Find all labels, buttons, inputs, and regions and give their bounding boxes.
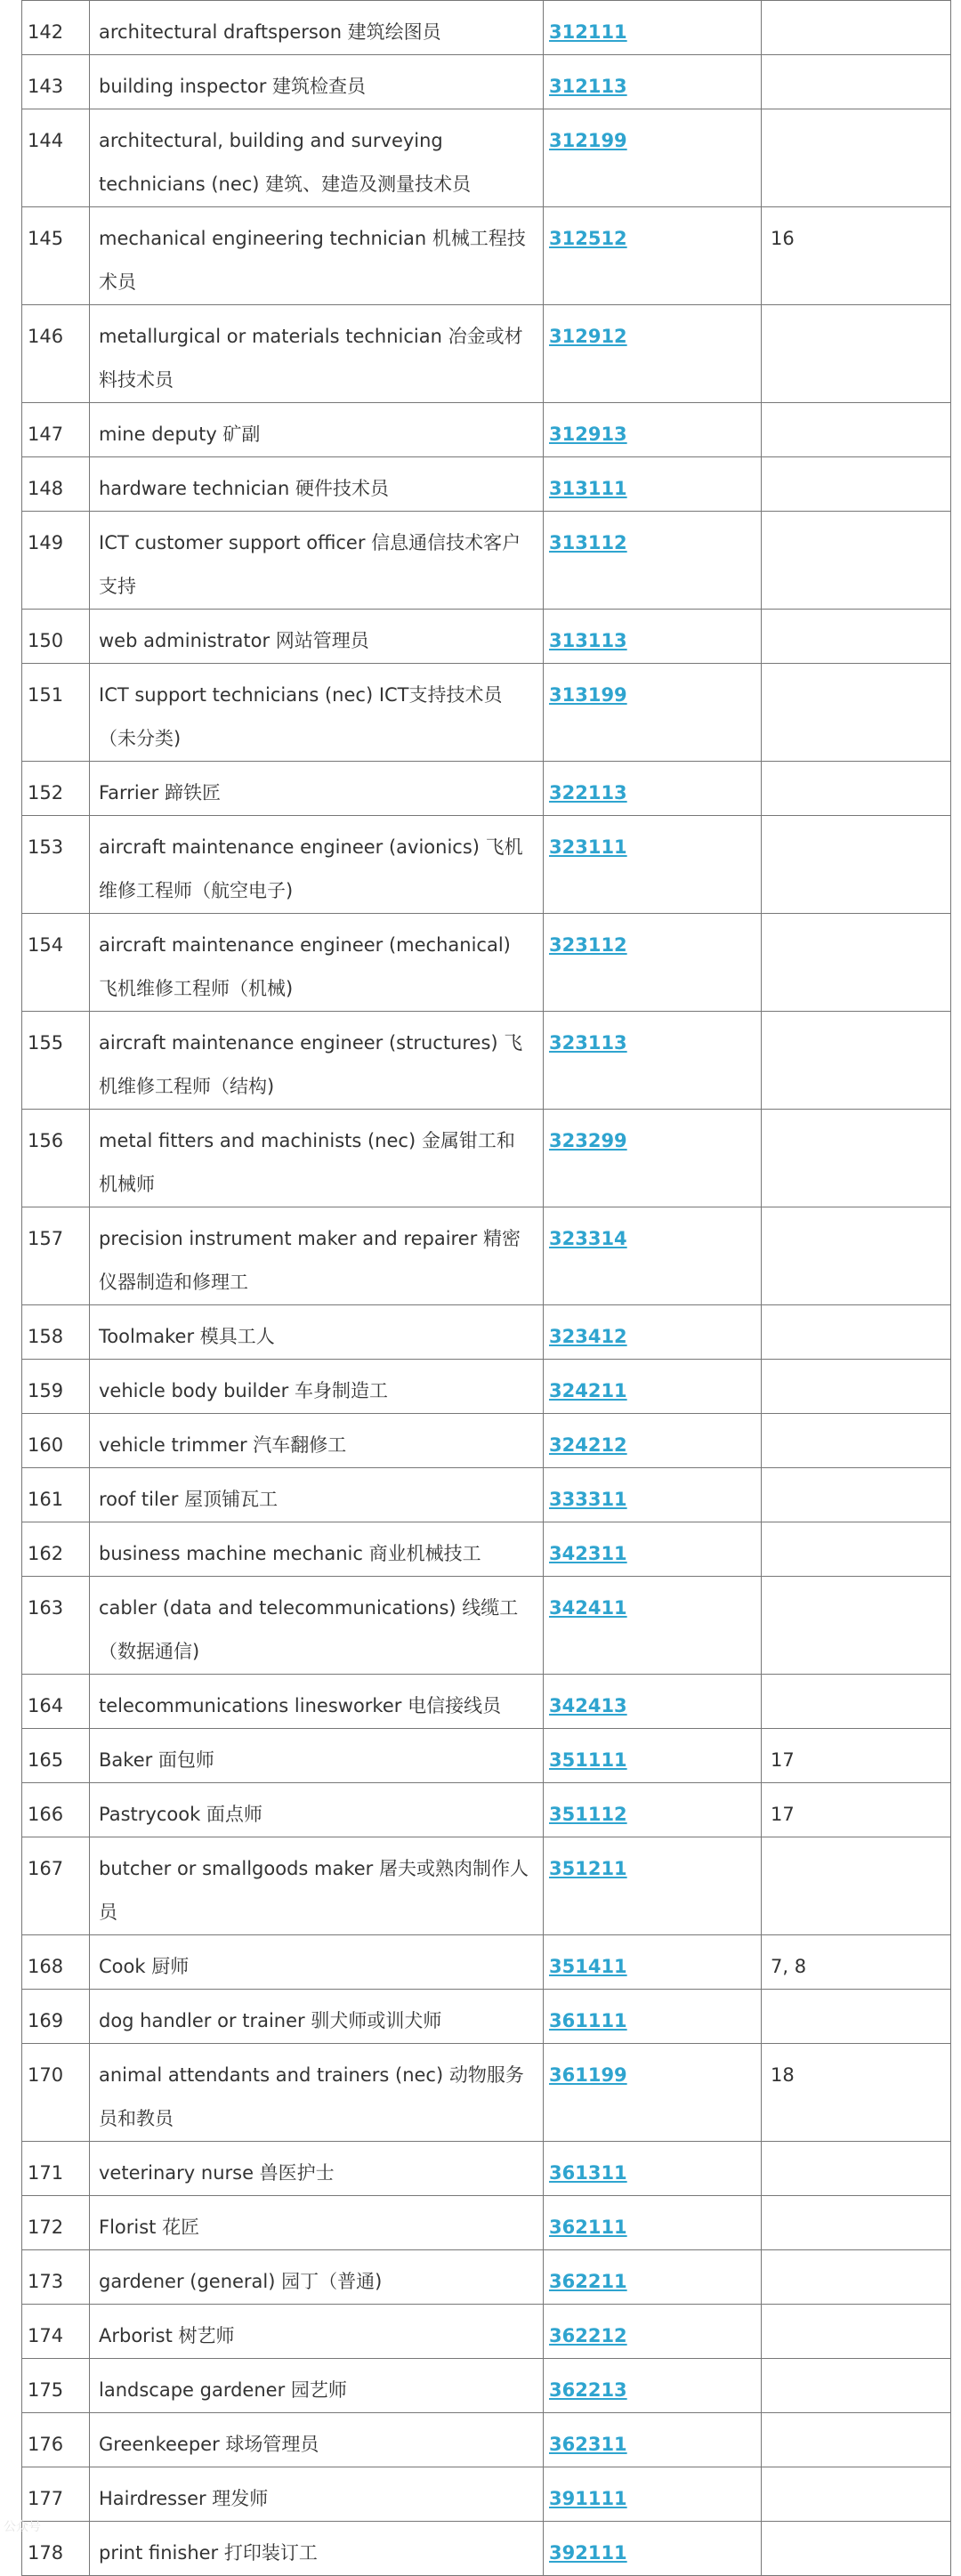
- occupation-name: butcher or smallgoods maker 屠夫或熟肉制作人员: [90, 1837, 544, 1935]
- table-row: [22, 1522, 951, 1577]
- occupation-name: Hairdresser 理发师: [90, 2467, 544, 2522]
- row-number: 155: [22, 1012, 90, 1110]
- table-row: [22, 2522, 951, 2576]
- caveat-note: [762, 1012, 951, 1110]
- anzsco-code-link[interactable]: 351111: [549, 1749, 627, 1771]
- caveat-note: [762, 2250, 951, 2305]
- row-number: 164: [22, 1675, 90, 1729]
- occupation-name: gardener (general) 园丁（普通): [90, 2250, 544, 2305]
- row-number: 151: [22, 664, 90, 762]
- row-number: 144: [22, 109, 90, 207]
- anzsco-code-link[interactable]: 392111: [549, 2542, 627, 2564]
- occupation-name: Farrier 蹄铁匠: [90, 762, 544, 816]
- row-number: 162: [22, 1522, 90, 1577]
- anzsco-code-link[interactable]: 362213: [549, 2379, 627, 2401]
- occupation-name: Cook 厨师: [90, 1935, 544, 1990]
- anzsco-code-link[interactable]: 312913: [549, 424, 627, 445]
- table-row: [22, 762, 951, 816]
- caveat-note: [762, 1, 951, 55]
- anzsco-code-link[interactable]: 313111: [549, 478, 627, 499]
- anzsco-code-link[interactable]: 312199: [549, 130, 627, 151]
- row-number: 147: [22, 403, 90, 457]
- row-number: 142: [22, 1, 90, 55]
- caveat-note: [762, 2413, 951, 2467]
- anzsco-code-link[interactable]: 362212: [549, 2325, 627, 2346]
- anzsco-code-cell: [544, 1522, 762, 1577]
- table-row: [22, 55, 951, 109]
- anzsco-code-cell: [544, 1207, 762, 1305]
- anzsco-code-link[interactable]: 312113: [549, 76, 627, 97]
- anzsco-code-cell: [544, 1305, 762, 1360]
- occupation-name: dog handler or trainer 驯犬师或训犬师: [90, 1990, 544, 2044]
- anzsco-code-link[interactable]: 351411: [549, 1956, 627, 1977]
- anzsco-code-cell: [544, 2305, 762, 2359]
- anzsco-code-cell: [544, 816, 762, 914]
- occupation-name: aircraft maintenance engineer (structures) 飞机维修工程师（结构): [90, 1012, 544, 1110]
- caveat-note: [762, 2467, 951, 2522]
- anzsco-code-cell: [544, 914, 762, 1012]
- table-row: [22, 2196, 951, 2250]
- row-number: 171: [22, 2142, 90, 2196]
- table-row: [22, 1577, 951, 1675]
- table-row: [22, 457, 951, 512]
- table-row: [22, 610, 951, 664]
- occupation-table-body: [22, 1, 951, 2576]
- anzsco-code-link[interactable]: 391111: [549, 2488, 627, 2509]
- occupation-name: metallurgical or materials technician 冶金或材料技术员: [90, 305, 544, 403]
- table-row: [22, 2359, 951, 2413]
- anzsco-code-cell: [544, 664, 762, 762]
- anzsco-code-link[interactable]: 322113: [549, 782, 627, 803]
- anzsco-code-link[interactable]: 362311: [549, 2434, 627, 2455]
- table-row: [22, 512, 951, 610]
- row-number: 161: [22, 1468, 90, 1522]
- table-row: [22, 2305, 951, 2359]
- occupation-name: ICT customer support officer 信息通信技术客户支持: [90, 512, 544, 610]
- anzsco-code-link[interactable]: 323113: [549, 1032, 627, 1054]
- caveat-note: [762, 762, 951, 816]
- caveat-note: [762, 457, 951, 512]
- anzsco-code-link[interactable]: 351112: [549, 1804, 627, 1825]
- occupation-name: vehicle body builder 车身制造工: [90, 1360, 544, 1414]
- table-row: [22, 1414, 951, 1468]
- caveat-note: [762, 1990, 951, 2044]
- occupation-name: mine deputy 矿副: [90, 403, 544, 457]
- caveat-note: [762, 610, 951, 664]
- occupation-name: Arborist 树艺师: [90, 2305, 544, 2359]
- anzsco-code-cell: [544, 2044, 762, 2142]
- anzsco-code-cell: [544, 305, 762, 403]
- caveat-note: 18: [762, 2044, 951, 2142]
- table-row: [22, 2044, 951, 2142]
- anzsco-code-cell: [544, 2413, 762, 2467]
- anzsco-code-link[interactable]: 324212: [549, 1434, 627, 1456]
- anzsco-code-link[interactable]: 323299: [549, 1130, 627, 1151]
- table-row: [22, 816, 951, 914]
- occupation-name: precision instrument maker and repairer 精密仪器制造和修理工: [90, 1207, 544, 1305]
- anzsco-code-cell: [544, 1360, 762, 1414]
- row-number: 175: [22, 2359, 90, 2413]
- occupation-name: animal attendants and trainers (nec) 动物服务员和教员: [90, 2044, 544, 2142]
- anzsco-code-cell: [544, 1990, 762, 2044]
- caveat-note: [762, 1522, 951, 1577]
- anzsco-code-link[interactable]: 361111: [549, 2010, 627, 2031]
- row-number: 157: [22, 1207, 90, 1305]
- row-number: 158: [22, 1305, 90, 1360]
- row-number: 160: [22, 1414, 90, 1468]
- anzsco-code-link[interactable]: 324211: [549, 1380, 627, 1401]
- table-row: [22, 2142, 951, 2196]
- anzsco-code-link[interactable]: 312512: [549, 228, 627, 249]
- table-row: [22, 1305, 951, 1360]
- anzsco-code-link[interactable]: 323314: [549, 1228, 627, 1249]
- anzsco-code-link[interactable]: 342413: [549, 1695, 627, 1716]
- caveat-note: 16: [762, 207, 951, 305]
- occupation-name: Baker 面包师: [90, 1729, 544, 1783]
- occupation-name: aircraft maintenance engineer (mechanical) 飞机维修工程师（机械): [90, 914, 544, 1012]
- caveat-note: [762, 1468, 951, 1522]
- occupation-name: telecommunications linesworker 电信接线员: [90, 1675, 544, 1729]
- table-row: [22, 1729, 951, 1783]
- occupation-name: vehicle trimmer 汽车翻修工: [90, 1414, 544, 1468]
- caveat-note: [762, 1675, 951, 1729]
- anzsco-code-cell: [544, 1729, 762, 1783]
- anzsco-code-cell: [544, 2196, 762, 2250]
- occupation-name: Toolmaker 模具工人: [90, 1305, 544, 1360]
- anzsco-code-link[interactable]: 323111: [549, 836, 627, 858]
- table-row: [22, 109, 951, 207]
- anzsco-code-cell: [544, 2250, 762, 2305]
- anzsco-code-cell: [544, 512, 762, 610]
- anzsco-code-cell: [544, 457, 762, 512]
- table-row: [22, 2467, 951, 2522]
- occupation-name: landscape gardener 园艺师: [90, 2359, 544, 2413]
- occupation-name: cabler (data and telecommunications) 线缆工（数据通信): [90, 1577, 544, 1675]
- table-row: [22, 1783, 951, 1837]
- row-number: 152: [22, 762, 90, 816]
- table-row: [22, 207, 951, 305]
- row-number: 170: [22, 2044, 90, 2142]
- row-number: 178: [22, 2522, 90, 2576]
- caveat-note: [762, 1110, 951, 1207]
- anzsco-code-cell: [544, 403, 762, 457]
- row-number: 163: [22, 1577, 90, 1675]
- caveat-note: [762, 1577, 951, 1675]
- anzsco-code-cell: [544, 55, 762, 109]
- row-number: 176: [22, 2413, 90, 2467]
- table-row: [22, 1207, 951, 1305]
- row-number: 169: [22, 1990, 90, 2044]
- row-number: 146: [22, 305, 90, 403]
- occupation-name: business machine mechanic 商业机械技工: [90, 1522, 544, 1577]
- anzsco-code-link[interactable]: 361311: [549, 2162, 627, 2184]
- anzsco-code-link[interactable]: 323412: [549, 1326, 627, 1347]
- anzsco-code-cell: [544, 1110, 762, 1207]
- caveat-note: [762, 2142, 951, 2196]
- row-number: 168: [22, 1935, 90, 1990]
- occupation-name: architectural, building and surveying technicians (nec) 建筑、建造及测量技术员: [90, 109, 544, 207]
- caveat-note: [762, 914, 951, 1012]
- row-number: 166: [22, 1783, 90, 1837]
- caveat-note: 7, 8: [762, 1935, 951, 1990]
- anzsco-code-link[interactable]: 333311: [549, 1489, 627, 1510]
- table-row: [22, 305, 951, 403]
- occupation-name: ICT support technicians (nec) ICT支持技术员（未分类): [90, 664, 544, 762]
- caveat-note: [762, 2196, 951, 2250]
- anzsco-code-cell: [544, 1675, 762, 1729]
- occupation-name: Greenkeeper 球场管理员: [90, 2413, 544, 2467]
- anzsco-code-cell: [544, 207, 762, 305]
- anzsco-code-link[interactable]: 312912: [549, 326, 627, 347]
- caveat-note: [762, 2522, 951, 2576]
- anzsco-code-cell: [544, 1468, 762, 1522]
- caveat-note: [762, 1837, 951, 1935]
- watermark: 公众号: [4, 2520, 41, 2534]
- anzsco-code-cell: [544, 1837, 762, 1935]
- table-row: [22, 1675, 951, 1729]
- occupation-name: veterinary nurse 兽医护士: [90, 2142, 544, 2196]
- table-row: [22, 1110, 951, 1207]
- anzsco-code-cell: [544, 1783, 762, 1837]
- occupation-name: roof tiler 屋顶铺瓦工: [90, 1468, 544, 1522]
- row-number: 165: [22, 1729, 90, 1783]
- occupation-name: Florist 花匠: [90, 2196, 544, 2250]
- row-number: 159: [22, 1360, 90, 1414]
- table-row: [22, 664, 951, 762]
- caveat-note: [762, 816, 951, 914]
- row-number: 149: [22, 512, 90, 610]
- caveat-note: [762, 55, 951, 109]
- row-number: 153: [22, 816, 90, 914]
- table-row: [22, 914, 951, 1012]
- anzsco-code-cell: [544, 1577, 762, 1675]
- row-number: 143: [22, 55, 90, 109]
- caveat-note: 17: [762, 1783, 951, 1837]
- occupation-name: mechanical engineering technician 机械工程技术员: [90, 207, 544, 305]
- caveat-note: [762, 109, 951, 207]
- anzsco-code-cell: [544, 1012, 762, 1110]
- occupation-name: building inspector 建筑检查员: [90, 55, 544, 109]
- anzsco-code-cell: [544, 610, 762, 664]
- table-row: [22, 1, 951, 55]
- anzsco-code-cell: [544, 2522, 762, 2576]
- occupation-name: aircraft maintenance engineer (avionics) 飞机维修工程师（航空电子): [90, 816, 544, 914]
- caveat-note: [762, 1207, 951, 1305]
- occupation-name: metal fitters and machinists (nec) 金属钳工和机械师: [90, 1110, 544, 1207]
- anzsco-code-link[interactable]: 323112: [549, 934, 627, 956]
- table-row: [22, 1360, 951, 1414]
- row-number: 148: [22, 457, 90, 512]
- anzsco-code-link[interactable]: 362111: [549, 2217, 627, 2238]
- occupation-name: hardware technician 硬件技术员: [90, 457, 544, 512]
- table-row: [22, 2250, 951, 2305]
- row-number: 156: [22, 1110, 90, 1207]
- anzsco-code-cell: [544, 1414, 762, 1468]
- anzsco-code-link[interactable]: 313112: [549, 532, 627, 553]
- table-row: [22, 403, 951, 457]
- row-number: 154: [22, 914, 90, 1012]
- caveat-note: [762, 403, 951, 457]
- row-number: 173: [22, 2250, 90, 2305]
- caveat-note: [762, 2305, 951, 2359]
- table-row: [22, 1935, 951, 1990]
- anzsco-code-link[interactable]: 312111: [549, 21, 627, 43]
- anzsco-code-cell: [544, 109, 762, 207]
- caveat-note: [762, 305, 951, 403]
- row-number: 174: [22, 2305, 90, 2359]
- anzsco-code-cell: [544, 1, 762, 55]
- row-number: 145: [22, 207, 90, 305]
- table-row: [22, 1837, 951, 1935]
- row-number: 177: [22, 2467, 90, 2522]
- row-number: 172: [22, 2196, 90, 2250]
- anzsco-code-link[interactable]: 361199: [549, 2064, 627, 2086]
- caveat-note: [762, 512, 951, 610]
- anzsco-code-link[interactable]: 362211: [549, 2271, 627, 2292]
- table-row: [22, 1012, 951, 1110]
- occupation-name: web administrator 网站管理员: [90, 610, 544, 664]
- anzsco-code-link[interactable]: 313113: [549, 630, 627, 651]
- table-row: [22, 2413, 951, 2467]
- caveat-note: [762, 1305, 951, 1360]
- table-row: [22, 1990, 951, 2044]
- occupation-name: Pastrycook 面点师: [90, 1783, 544, 1837]
- anzsco-code-link[interactable]: 313199: [549, 684, 627, 706]
- anzsco-code-link[interactable]: 351211: [549, 1858, 627, 1879]
- anzsco-code-cell: [544, 762, 762, 816]
- anzsco-code-cell: [544, 1935, 762, 1990]
- occupation-name: print finisher 打印装订工: [90, 2522, 544, 2576]
- anzsco-code-cell: [544, 2359, 762, 2413]
- anzsco-code-link[interactable]: 342311: [549, 1543, 627, 1564]
- caveat-note: 17: [762, 1729, 951, 1783]
- caveat-note: [762, 2359, 951, 2413]
- anzsco-code-cell: [544, 2467, 762, 2522]
- anzsco-code-link[interactable]: 342411: [549, 1597, 627, 1619]
- occupation-table: [21, 0, 951, 2576]
- occupation-name: architectural draftsperson 建筑绘图员: [90, 1, 544, 55]
- caveat-note: [762, 1360, 951, 1414]
- caveat-note: [762, 664, 951, 762]
- row-number: 167: [22, 1837, 90, 1935]
- anzsco-code-cell: [544, 2142, 762, 2196]
- caveat-note: [762, 1414, 951, 1468]
- table-row: [22, 1468, 951, 1522]
- row-number: 150: [22, 610, 90, 664]
